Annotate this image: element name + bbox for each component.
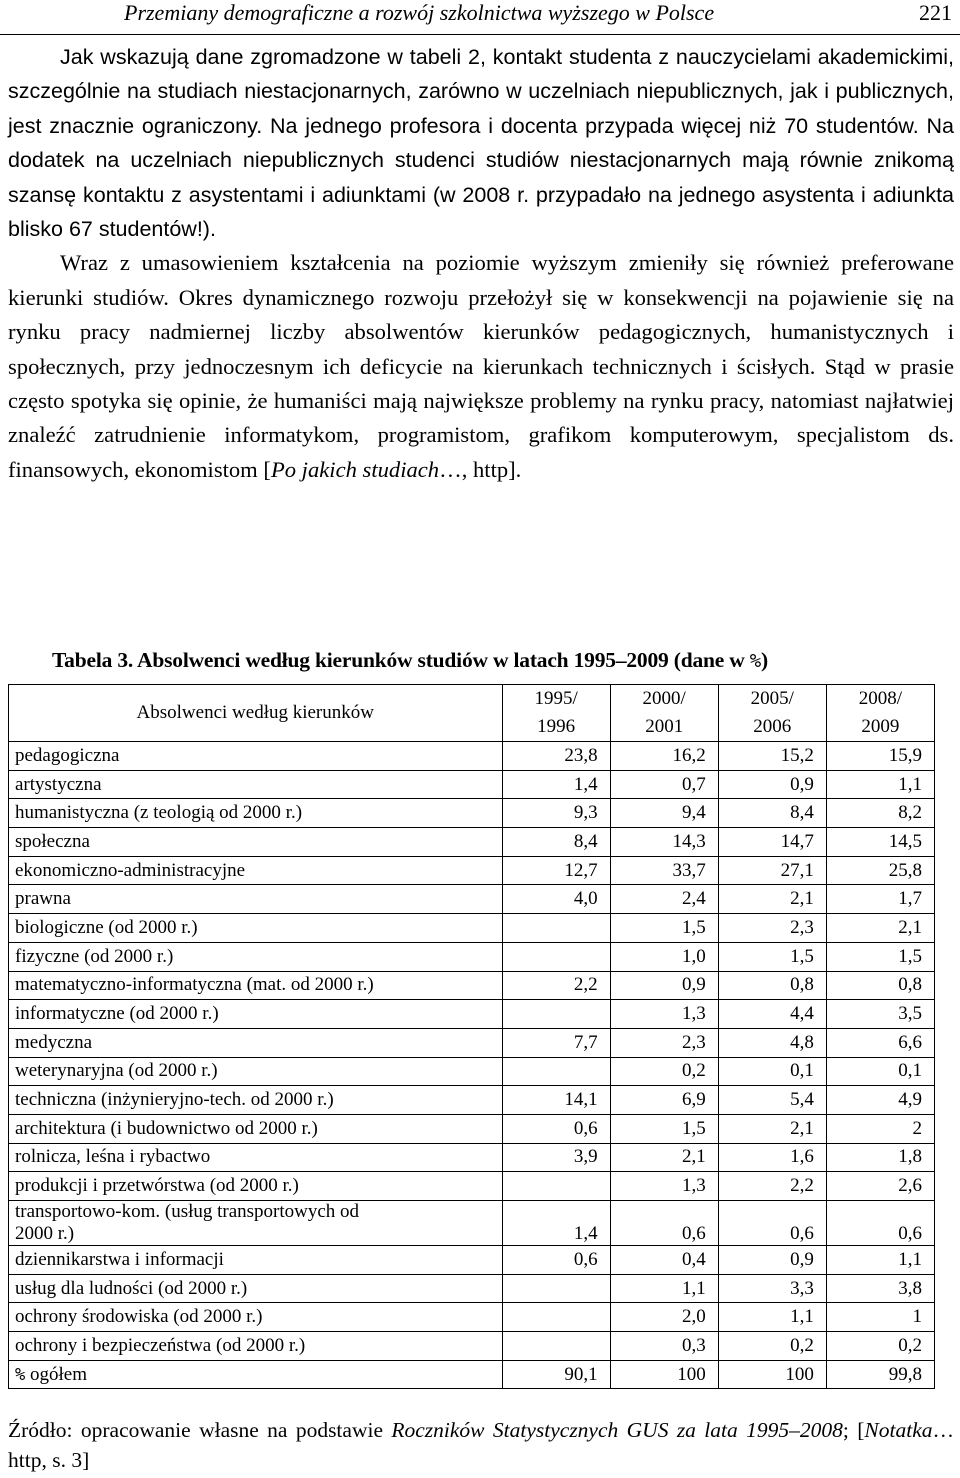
header-col-1-top: 1995/ <box>534 688 578 709</box>
table-row <box>9 1114 935 1143</box>
header-col-3-bottom: 2006 <box>753 716 792 737</box>
cell: 1,1 <box>610 1274 718 1303</box>
cell <box>502 1057 610 1086</box>
cell: 0,6 <box>502 1246 610 1275</box>
table-row <box>9 1172 935 1201</box>
cell: 2,4 <box>610 885 718 914</box>
cell: 2,2 <box>718 1172 826 1201</box>
cell: 2,6 <box>826 1172 934 1201</box>
row-label: produkcji i przetwórstwa (od 2000 r.) <box>9 1172 503 1201</box>
cell: 7,7 <box>502 1028 610 1057</box>
cell: 1,8 <box>826 1143 934 1172</box>
table-row <box>9 742 935 771</box>
row-label: biologiczne (od 2000 r.) <box>9 914 503 943</box>
row-label: ekonomiczno-administracyjne <box>9 856 503 885</box>
table-row <box>9 1086 935 1115</box>
cell: 8,4 <box>502 828 610 857</box>
cell: 1,5 <box>610 1114 718 1143</box>
cell: 1,1 <box>718 1303 826 1332</box>
cell: 5,4 <box>718 1086 826 1115</box>
cell: 0,6 <box>718 1201 826 1246</box>
cell: 0,6 <box>610 1201 718 1246</box>
header-label: Absolwenci według kierunków <box>9 685 503 742</box>
cell: 1,4 <box>502 770 610 799</box>
cell: 0,2 <box>718 1332 826 1361</box>
row-label: artystyczna <box>9 770 503 799</box>
table-row <box>9 1201 935 1246</box>
footnote-mid: ; [ <box>842 1418 865 1442</box>
table-caption-text: Tabela 3. Absolwenci według kierunków studiów w latach 1995–2009 (dane w <box>52 648 750 672</box>
cell: 4,4 <box>718 1000 826 1029</box>
body-text <box>8 40 954 487</box>
row-label: rolnicza, leśna i rybactwo <box>9 1143 503 1172</box>
cell: 0,7 <box>610 770 718 799</box>
header-col-2-bottom: 2001 <box>645 716 684 737</box>
paragraph-2-citation: Po jakich studiach <box>270 456 440 482</box>
row-label: społeczna <box>9 828 503 857</box>
cell: 1,7 <box>826 885 934 914</box>
cell: 15,9 <box>826 742 934 771</box>
cell <box>502 914 610 943</box>
running-header <box>0 0 960 35</box>
cell: 25,8 <box>826 856 934 885</box>
cell: 27,1 <box>718 856 826 885</box>
cell: 3,9 <box>502 1143 610 1172</box>
cell: 0,3 <box>610 1332 718 1361</box>
footnote-end: … http, s. 3] <box>8 1418 954 1472</box>
table-row <box>9 1274 935 1303</box>
cell: 14,3 <box>610 828 718 857</box>
total-pct-sign: % <box>15 1364 26 1385</box>
cell: 15,2 <box>718 742 826 771</box>
table-row <box>9 914 935 943</box>
cell: 1,3 <box>610 1172 718 1201</box>
table-row <box>9 971 935 1000</box>
header-col-1-bottom: 1996 <box>537 716 576 737</box>
header-col-4 <box>826 685 934 742</box>
cell: 4,9 <box>826 1086 934 1115</box>
cell: 1,4 <box>502 1201 610 1246</box>
cell: 4,8 <box>718 1028 826 1057</box>
total-label <box>9 1360 503 1389</box>
cell: 0,9 <box>718 1246 826 1275</box>
paragraph-2-end: …, http]. <box>439 456 522 482</box>
total-cell: 99,8 <box>826 1360 934 1389</box>
paragraph-2-text: Wraz z umasowieniem kształcenia na poziomie wyższym zmieniły się również preferowane kierunki studiów. Okres dynamicznego rozwoju przełożył się w konsekwencji na pojawienie się na rynku pracy nadmiernej liczby absolwentów kierunków pedagogicznych, humanistycznych i społecznych, przy jednoczesnym ich deficycie na kierunkach technicznych i ścisłych. Stąd w prasie często spotyka się opinie, że humaniści mają największe problemy na rynku pracy, natomiast najłatwiej znaleźć zatrudnienie informatykom, programistom, grafikom komputerowym, specjalistom ds. finansowych, ekonomistom [ <box>8 250 954 482</box>
cell: 0,6 <box>826 1201 934 1246</box>
cell <box>502 1274 610 1303</box>
paragraph-2 <box>8 246 954 487</box>
footnote-notatka: Notatka <box>864 1418 933 1442</box>
cell: 2,3 <box>610 1028 718 1057</box>
table-caption <box>52 648 768 673</box>
cell <box>502 942 610 971</box>
total-cell: 100 <box>610 1360 718 1389</box>
row-label: weterynaryjna (od 2000 r.) <box>9 1057 503 1086</box>
cell: 1,1 <box>826 1246 934 1275</box>
table-row <box>9 942 935 971</box>
table-row <box>9 770 935 799</box>
table-row <box>9 1143 935 1172</box>
cell: 0,4 <box>610 1246 718 1275</box>
row-label-line-2: 2000 r.) <box>15 1223 75 1244</box>
table-row <box>9 1000 935 1029</box>
header-col-4-top: 2008/ <box>858 688 903 709</box>
header-col-2 <box>610 685 718 742</box>
row-label: ochrony i bezpieczeństwa (od 2000 r.) <box>9 1332 503 1361</box>
row-label: usług dla ludności (od 2000 r.) <box>9 1274 503 1303</box>
cell: 1,0 <box>610 942 718 971</box>
cell: 3,8 <box>826 1274 934 1303</box>
cell: 4,0 <box>502 885 610 914</box>
paragraph-1 <box>8 40 954 246</box>
cell: 3,5 <box>826 1000 934 1029</box>
cell: 2,1 <box>718 1114 826 1143</box>
row-label: pedagogiczna <box>9 742 503 771</box>
cell: 2,1 <box>610 1143 718 1172</box>
cell: 16,2 <box>610 742 718 771</box>
cell: 23,8 <box>502 742 610 771</box>
table-row <box>9 885 935 914</box>
table-body <box>9 742 935 1389</box>
total-cell: 100 <box>718 1360 826 1389</box>
row-label: fizyczne (od 2000 r.) <box>9 942 503 971</box>
total-label-text: ogółem <box>25 1363 87 1385</box>
table-total-row <box>9 1360 935 1389</box>
cell: 1,5 <box>826 942 934 971</box>
footnote-source-title: Roczników Statystycznych GUS za lata 1995–2008 <box>391 1418 843 1442</box>
cell: 2,1 <box>718 885 826 914</box>
table-row <box>9 799 935 828</box>
cell: 9,3 <box>502 799 610 828</box>
cell: 6,6 <box>826 1028 934 1057</box>
cell <box>502 1332 610 1361</box>
table-header-row <box>9 685 935 742</box>
footnote-prefix: Źródło: opracowanie własne na podstawie <box>8 1418 392 1442</box>
header-col-1 <box>502 685 610 742</box>
cell: 0,2 <box>826 1332 934 1361</box>
table-row <box>9 1246 935 1275</box>
header-col-3-top: 2005/ <box>750 688 794 709</box>
table-row <box>9 856 935 885</box>
row-label: architektura (i budownictwo od 2000 r.) <box>9 1114 503 1143</box>
row-label: informatyczne (od 2000 r.) <box>9 1000 503 1029</box>
cell: 1,3 <box>610 1000 718 1029</box>
cell <box>502 1172 610 1201</box>
graduates-table <box>8 684 935 1389</box>
cell: 0,9 <box>718 770 826 799</box>
cell: 8,4 <box>718 799 826 828</box>
row-label: ochrony środowiska (od 2000 r.) <box>9 1303 503 1332</box>
cell: 0,8 <box>826 971 934 1000</box>
cell: 2,0 <box>610 1303 718 1332</box>
cell <box>502 1303 610 1332</box>
cell: 0,9 <box>610 971 718 1000</box>
cell: 8,2 <box>826 799 934 828</box>
row-label: medyczna <box>9 1028 503 1057</box>
row-label <box>9 1201 503 1246</box>
cell: 0,8 <box>718 971 826 1000</box>
cell: 12,7 <box>502 856 610 885</box>
cell: 2,3 <box>718 914 826 943</box>
cell: 9,4 <box>610 799 718 828</box>
header-col-4-bottom: 2009 <box>861 716 900 737</box>
row-label: humanistyczna (z teologią od 2000 r.) <box>9 799 503 828</box>
cell: 0,2 <box>610 1057 718 1086</box>
table-header <box>9 685 935 742</box>
table-row <box>9 828 935 857</box>
source-footnote <box>8 1415 954 1475</box>
cell: 0,6 <box>502 1114 610 1143</box>
cell: 0,1 <box>718 1057 826 1086</box>
table-row <box>9 1057 935 1086</box>
cell: 0,1 <box>826 1057 934 1086</box>
table-row <box>9 1303 935 1332</box>
total-cell: 90,1 <box>502 1360 610 1389</box>
cell: 1,5 <box>610 914 718 943</box>
cell: 1,1 <box>826 770 934 799</box>
cell: 1,6 <box>718 1143 826 1172</box>
cell: 33,7 <box>610 856 718 885</box>
cell: 2,2 <box>502 971 610 1000</box>
cell: 2,1 <box>826 914 934 943</box>
paragraph-1-text: Jak wskazują dane zgromadzone w tabeli 2, kontakt studenta z nauczycielami akademickimi, szczególnie na studiach niestacjonarnych, zarówno w uczelniach niepublicznych, jak i publicznych, jest znacznie ograniczony. Na jednego profesora i docenta przypada więcej niż 70 studentów. Na dodatek na uczelniach niepublicznych studenci studiów niestacjonarnych mają równie znikomą szansę kontaktu z asystentami i adiunktami (w 2008 r. przypadało na jednego asystenta i adiunkta blisko 67 studentów!). <box>8 45 954 242</box>
running-title: Przemiany demograficzne a rozwój szkolnictwa wyższego w Polsce <box>124 0 715 25</box>
header-col-2-top: 2000/ <box>642 688 686 709</box>
header-col-3 <box>718 685 826 742</box>
table-row <box>9 1028 935 1057</box>
row-label-line-1: transportowo-kom. (usług transportowych od <box>15 1201 360 1222</box>
table-row <box>9 1332 935 1361</box>
row-label: dziennikarstwa i informacji <box>9 1246 503 1275</box>
cell: 1 <box>826 1303 934 1332</box>
cell: 3,3 <box>718 1274 826 1303</box>
cell: 14,5 <box>826 828 934 857</box>
row-label: prawna <box>9 885 503 914</box>
cell: 2 <box>826 1114 934 1143</box>
cell <box>502 1000 610 1029</box>
page-number: 221 <box>919 0 952 25</box>
cell: 14,7 <box>718 828 826 857</box>
row-label: matematyczno-informatyczna (mat. od 2000 r.) <box>9 971 503 1000</box>
row-label: techniczna (inżynieryjno-tech. od 2000 r.) <box>9 1086 503 1115</box>
cell: 6,9 <box>610 1086 718 1115</box>
table-caption-suffix: ) <box>761 648 769 672</box>
cell: 1,5 <box>718 942 826 971</box>
table-caption-pct: % <box>749 650 762 672</box>
cell: 14,1 <box>502 1086 610 1115</box>
